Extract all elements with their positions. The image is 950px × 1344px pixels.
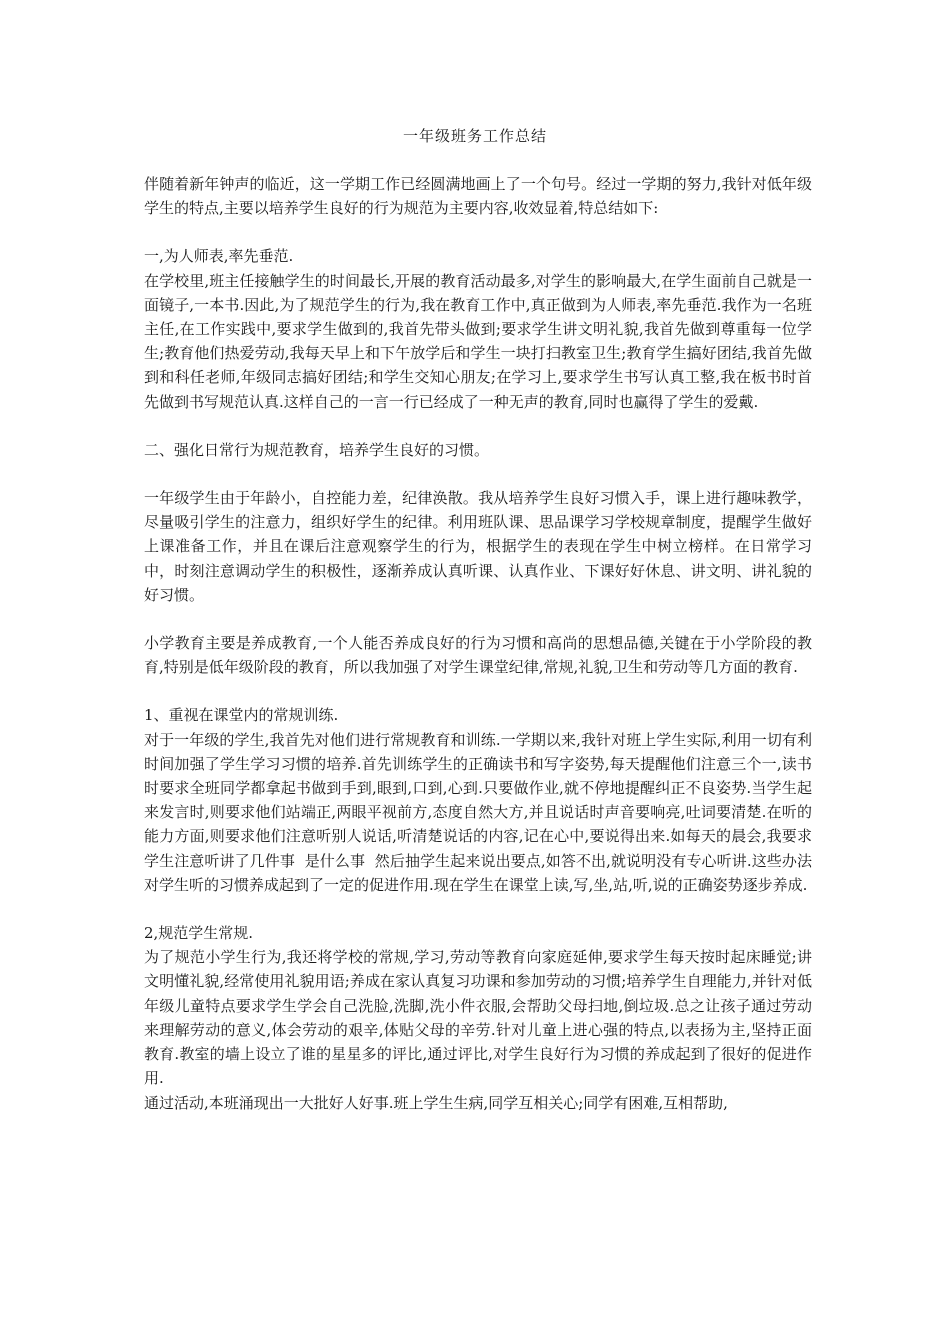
body-paragraph: 伴随着新年钟声的临近，这一学期工作已经圆满地画上了一个句号。经过一学期的努力,我针对低年级学生的特点,主要以培养学生良好的行为规范为主要内容,收效显着,特总结如下: (144, 175, 812, 218)
body-paragraph: 小学教育主要是养成教育,一个人能否养成良好的行为习惯和高尚的思想品德,关键在于小学阶段的教育,特别是低年级阶段的教育，所以我加强了对学生课堂纪律,常规,礼貌,卫生和劳动等几方面的教育. (144, 634, 812, 677)
paragraph-spacer (144, 220, 812, 244)
document-body (144, 172, 812, 1115)
body-paragraph: 在学校里,班主任接触学生的时间最长,开展的教育活动最多,对学生的影响最大,在学生面前自己就是一面镜子,一本书.因此,为了规范学生的行为,我在教育工作中,真正做到为人师表,率先垂范.我作为一名班主任,在工作实践中,要求学生做到的,我首先带头做到;要求学生讲文明礼貌,我首先做到尊重每一位学生;教育他们热爱劳动,我每天早上和下午放学后和学生一块打扫教室卫生;教育学生搞好团结,我首先做到和科任老师,年级同志搞好团结;和学生交知心朋友;在学习上,要求学生书写认真工整,我在板书时首先做到书写规范认真.这样自己的一言一行已经成了一种无声的教育,同时也赢得了学生的爱戴. (144, 271, 812, 411)
body-paragraph: 1、重视在课堂内的常规训练. (144, 706, 339, 725)
paragraph-spacer (144, 679, 812, 703)
body-paragraph: 2,规范学生常规. (144, 924, 254, 943)
body-paragraph: 为了规范小学生行为,我还将学校的常规,学习,劳动等教育向家庭延伸,要求学生每天按时起床睡觉;讲文明懂礼貌,经常使用礼貌用语;养成在家认真复习功课和参加劳动的习惯;培养学生自理能力,并针对低年级儿童特点要求学生学会自己洗脸,洗脚,洗小件衣服,会帮助父母扫地,倒垃圾.总之让孩子通过劳动来理解劳动的意义,体会劳动的艰辛,体贴父母的辛劳.针对儿童上进心强的特点,以表扬为主,坚持正面教育.教室的墙上设立了谁的星星多的评比,通过评比,对学生良好行为习惯的养成起到了很好的促进作用. (144, 948, 812, 1088)
body-paragraph: 对于一年级的学生,我首先对他们进行常规教育和训练.一学期以来,我针对班上学生实际,利用一切有利时间加强了学生学习习惯的培养.首先训练学生的正确读书和写字姿势,每天提醒他们注意三个一,读书时要求全班同学都拿起书做到手到,眼到,口到,心到.只要做作业,就不停地提醒纠正不良姿势.当学生起来发言时,则要求他们站端正,两眼平视前方,态度自然大方,并且说话时声音要响亮,吐词要清楚.在听的能力方面,则要求他们注意听别人说话,听清楚说话的内容,记在心中,要说得出来.如每天的晨会,我要求学生注意听讲了几件事 是什么事 然后抽学生起来说出要点,如答不出,就说明没有专心听讲.这些办法对学生听的习惯养成起到了一定的促进作用.现在学生在课堂上读,写,坐,站,听,说的正确姿势逐步养成. (144, 730, 812, 894)
body-paragraph: 二、强化日常行为规范教育，培养学生良好的习惯。 (144, 440, 490, 459)
document-title: 一年级班务工作总结 (402, 127, 547, 145)
body-paragraph: 一年级学生由于年龄小，自控能力差，纪律涣散。我从培养学生良好习惯入手，课上进行趣味教学，尽量吸引学生的注意力，组织好学生的纪律。利用班队课、思品课学习学校规章制度，提醒学生做好上课准备工作，并且在课后注意观察学生的行为，根据学生的表现在学生中树立榜样。在日常学习中，时刻注意调动学生的积极性，逐渐养成认真听课、认真作业、下课好好休息、讲文明、讲礼貌的好习惯。 (144, 489, 812, 604)
paragraph-spacer (144, 897, 812, 921)
paragraph-spacer (144, 462, 812, 486)
body-paragraph: 一,为人师表,率先垂范. (144, 247, 294, 266)
paragraph-spacer (144, 607, 812, 631)
paragraph-spacer (144, 414, 812, 438)
body-paragraph: 通过活动,本班涌现出一大批好人好事.班上学生生病,同学互相关心;同学有困难,互相帮助, (144, 1093, 728, 1112)
